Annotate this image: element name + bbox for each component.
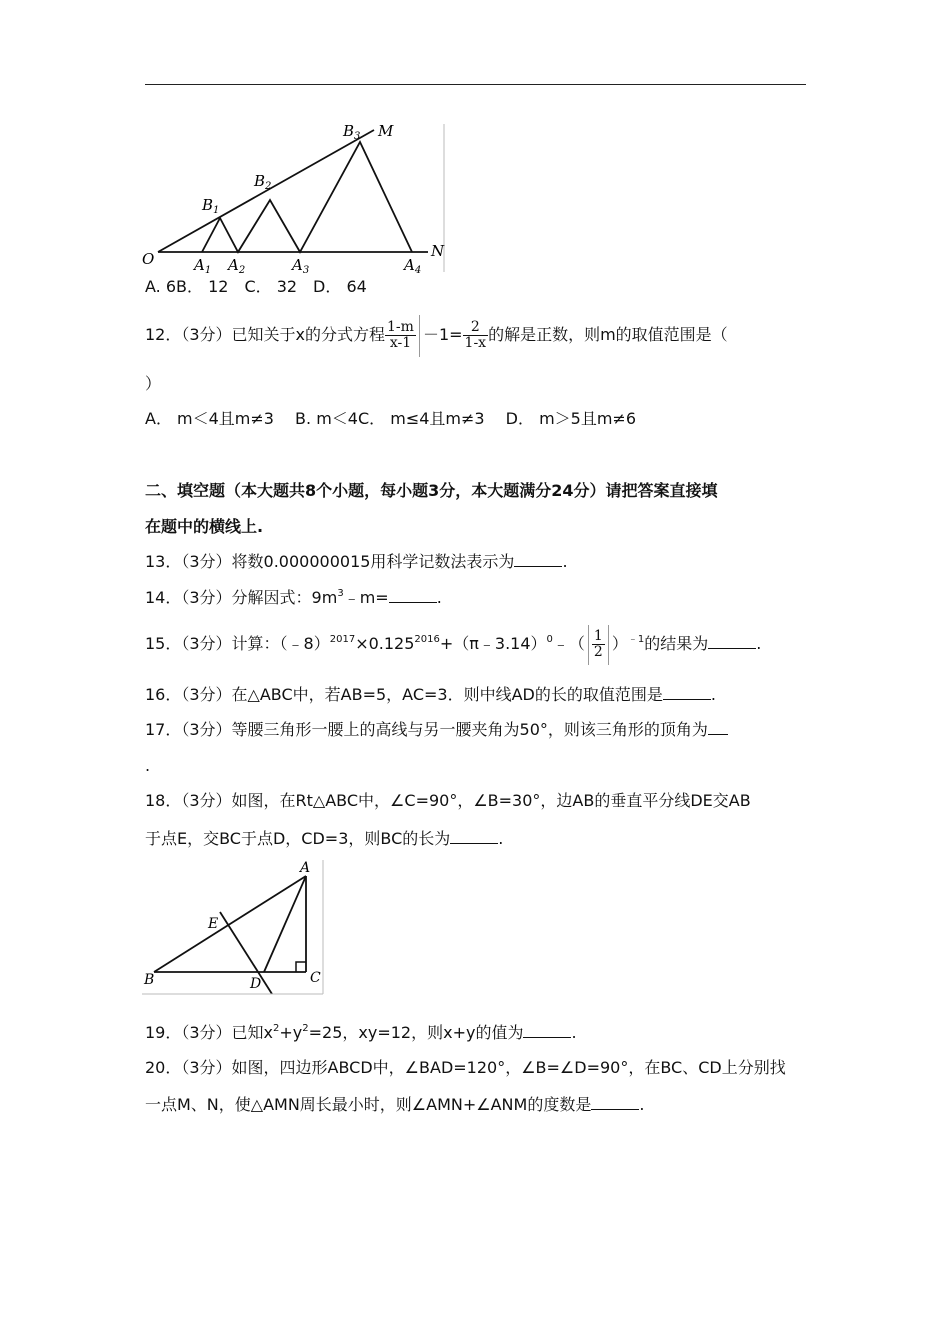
q12-mid: －1= (422, 325, 463, 344)
q20-answer-blank[interactable] (591, 1095, 639, 1110)
section2-heading-line1: 二、填空题（本大题共8个小题，每小题3分，本大题满分24分）请把答案直接填 (145, 481, 718, 500)
q20-line2: 一点M、N，使△AMN周长最小时，则∠AMN+∠ANM的度数是 . (145, 1095, 645, 1114)
q18-answer-blank[interactable] (450, 829, 498, 844)
section2-heading-line2: 在题中的横线上. (145, 517, 264, 536)
q12-frac2-num: 2 (463, 320, 489, 336)
q14-answer-blank[interactable] (389, 588, 437, 603)
q15: 15．（3分）计算：$(﹣8)^{2017}\times 0.125^{2016}+(\pi﹣3.14)^0﹣$（ $\frac{1}{2}$ ）$^{﹣1}$的结果为 . (145, 622, 761, 666)
label-b1: $B_1$ (202, 196, 220, 216)
q18-line1: 18．（3分）如图，在Rt△ABC中，∠C=90°，∠B=30°，边AB的垂直平分线DE交AB (145, 791, 751, 810)
header-rule (145, 84, 806, 85)
q12-crop-bar (419, 315, 420, 357)
q12-fraction-2 (463, 320, 489, 351)
label-c: C (310, 970, 321, 986)
label-b: B (144, 972, 155, 988)
q12-suffix: 的解是正数，则m的取值范围是（ (488, 325, 728, 344)
q16: 16．（3分）在△ABC中，若AB=5，AC=3．则中线AD的长的取值范围是 . (145, 685, 716, 704)
q12-frac1-num: 1-m (387, 319, 414, 335)
q12-frac1-den: x-1 (389, 335, 412, 351)
q18-line2: 于点E，交BC于点D，CD=3，则BC的长为 . (145, 829, 504, 848)
q15-answer-blank[interactable] (708, 634, 756, 649)
q19: 19．（3分）已知$x^2+y^2=25$，xy=12，则x+y的值为 . (145, 1023, 577, 1042)
q15-crop-bar-left (588, 625, 589, 665)
q20-line1: 20．（3分）如图，四边形ABCD中，∠BAD=120°，∠B=∠D=90°，在BC、CD上分别找 (145, 1058, 786, 1077)
q11-figure (140, 118, 450, 278)
q17-end: . (145, 756, 151, 775)
q12-fraction-1 (385, 320, 416, 351)
q12-prefix: 12．（3分）已知关于x的分式方程 (145, 325, 386, 344)
label-n: N (431, 242, 445, 260)
q12-question (145, 313, 728, 357)
q13: 13．（3分）将数0.000000015用科学记数法表示为 . (145, 552, 568, 571)
q17-answer-blank[interactable] (708, 720, 728, 735)
q15-crop-bar-right (608, 625, 609, 665)
segment-ad (264, 876, 306, 972)
q17: 17．（3分）等腰三角形一腰上的高线与另一腰夹角为50°，则该三角形的顶角为 (145, 720, 728, 740)
label-a2: $A_2$ (228, 256, 246, 276)
label-b2: $B_2$ (254, 172, 272, 192)
perpendicular-bisector-de (220, 912, 272, 994)
side-ab (154, 876, 306, 972)
q19-answer-blank[interactable] (523, 1023, 571, 1038)
label-m: M (378, 122, 394, 140)
q18-figure (140, 858, 330, 998)
q12-options: A． m＜4且m≠3 B. m＜4C． m≤4且m≠3 D． m＞5且m≠6 (145, 409, 637, 428)
zigzag (202, 142, 412, 252)
label-o: O (142, 250, 155, 268)
q13-answer-blank[interactable] (514, 552, 562, 567)
q14: 14．（3分）分解因式：$9m^3﹣m=$ . (145, 588, 442, 607)
q11-options: A. 6B． 12 C． 32 D． 64 (145, 277, 367, 296)
q12-close-paren: ） (145, 374, 162, 393)
label-e: E (208, 916, 219, 932)
q12-frac2-den: 1-x (464, 335, 487, 351)
right-angle-mark (296, 962, 306, 972)
label-a4: $A_4$ (404, 256, 422, 276)
label-a3: $A_3$ (292, 256, 310, 276)
label-a1: $A_1$ (194, 256, 212, 276)
label-d: D (250, 976, 262, 992)
label-a: A (300, 860, 311, 876)
q16-answer-blank[interactable] (663, 685, 711, 700)
label-b3: $B_3$ (343, 122, 361, 142)
q15-fraction: $\frac{1}{2}$ (593, 628, 603, 660)
